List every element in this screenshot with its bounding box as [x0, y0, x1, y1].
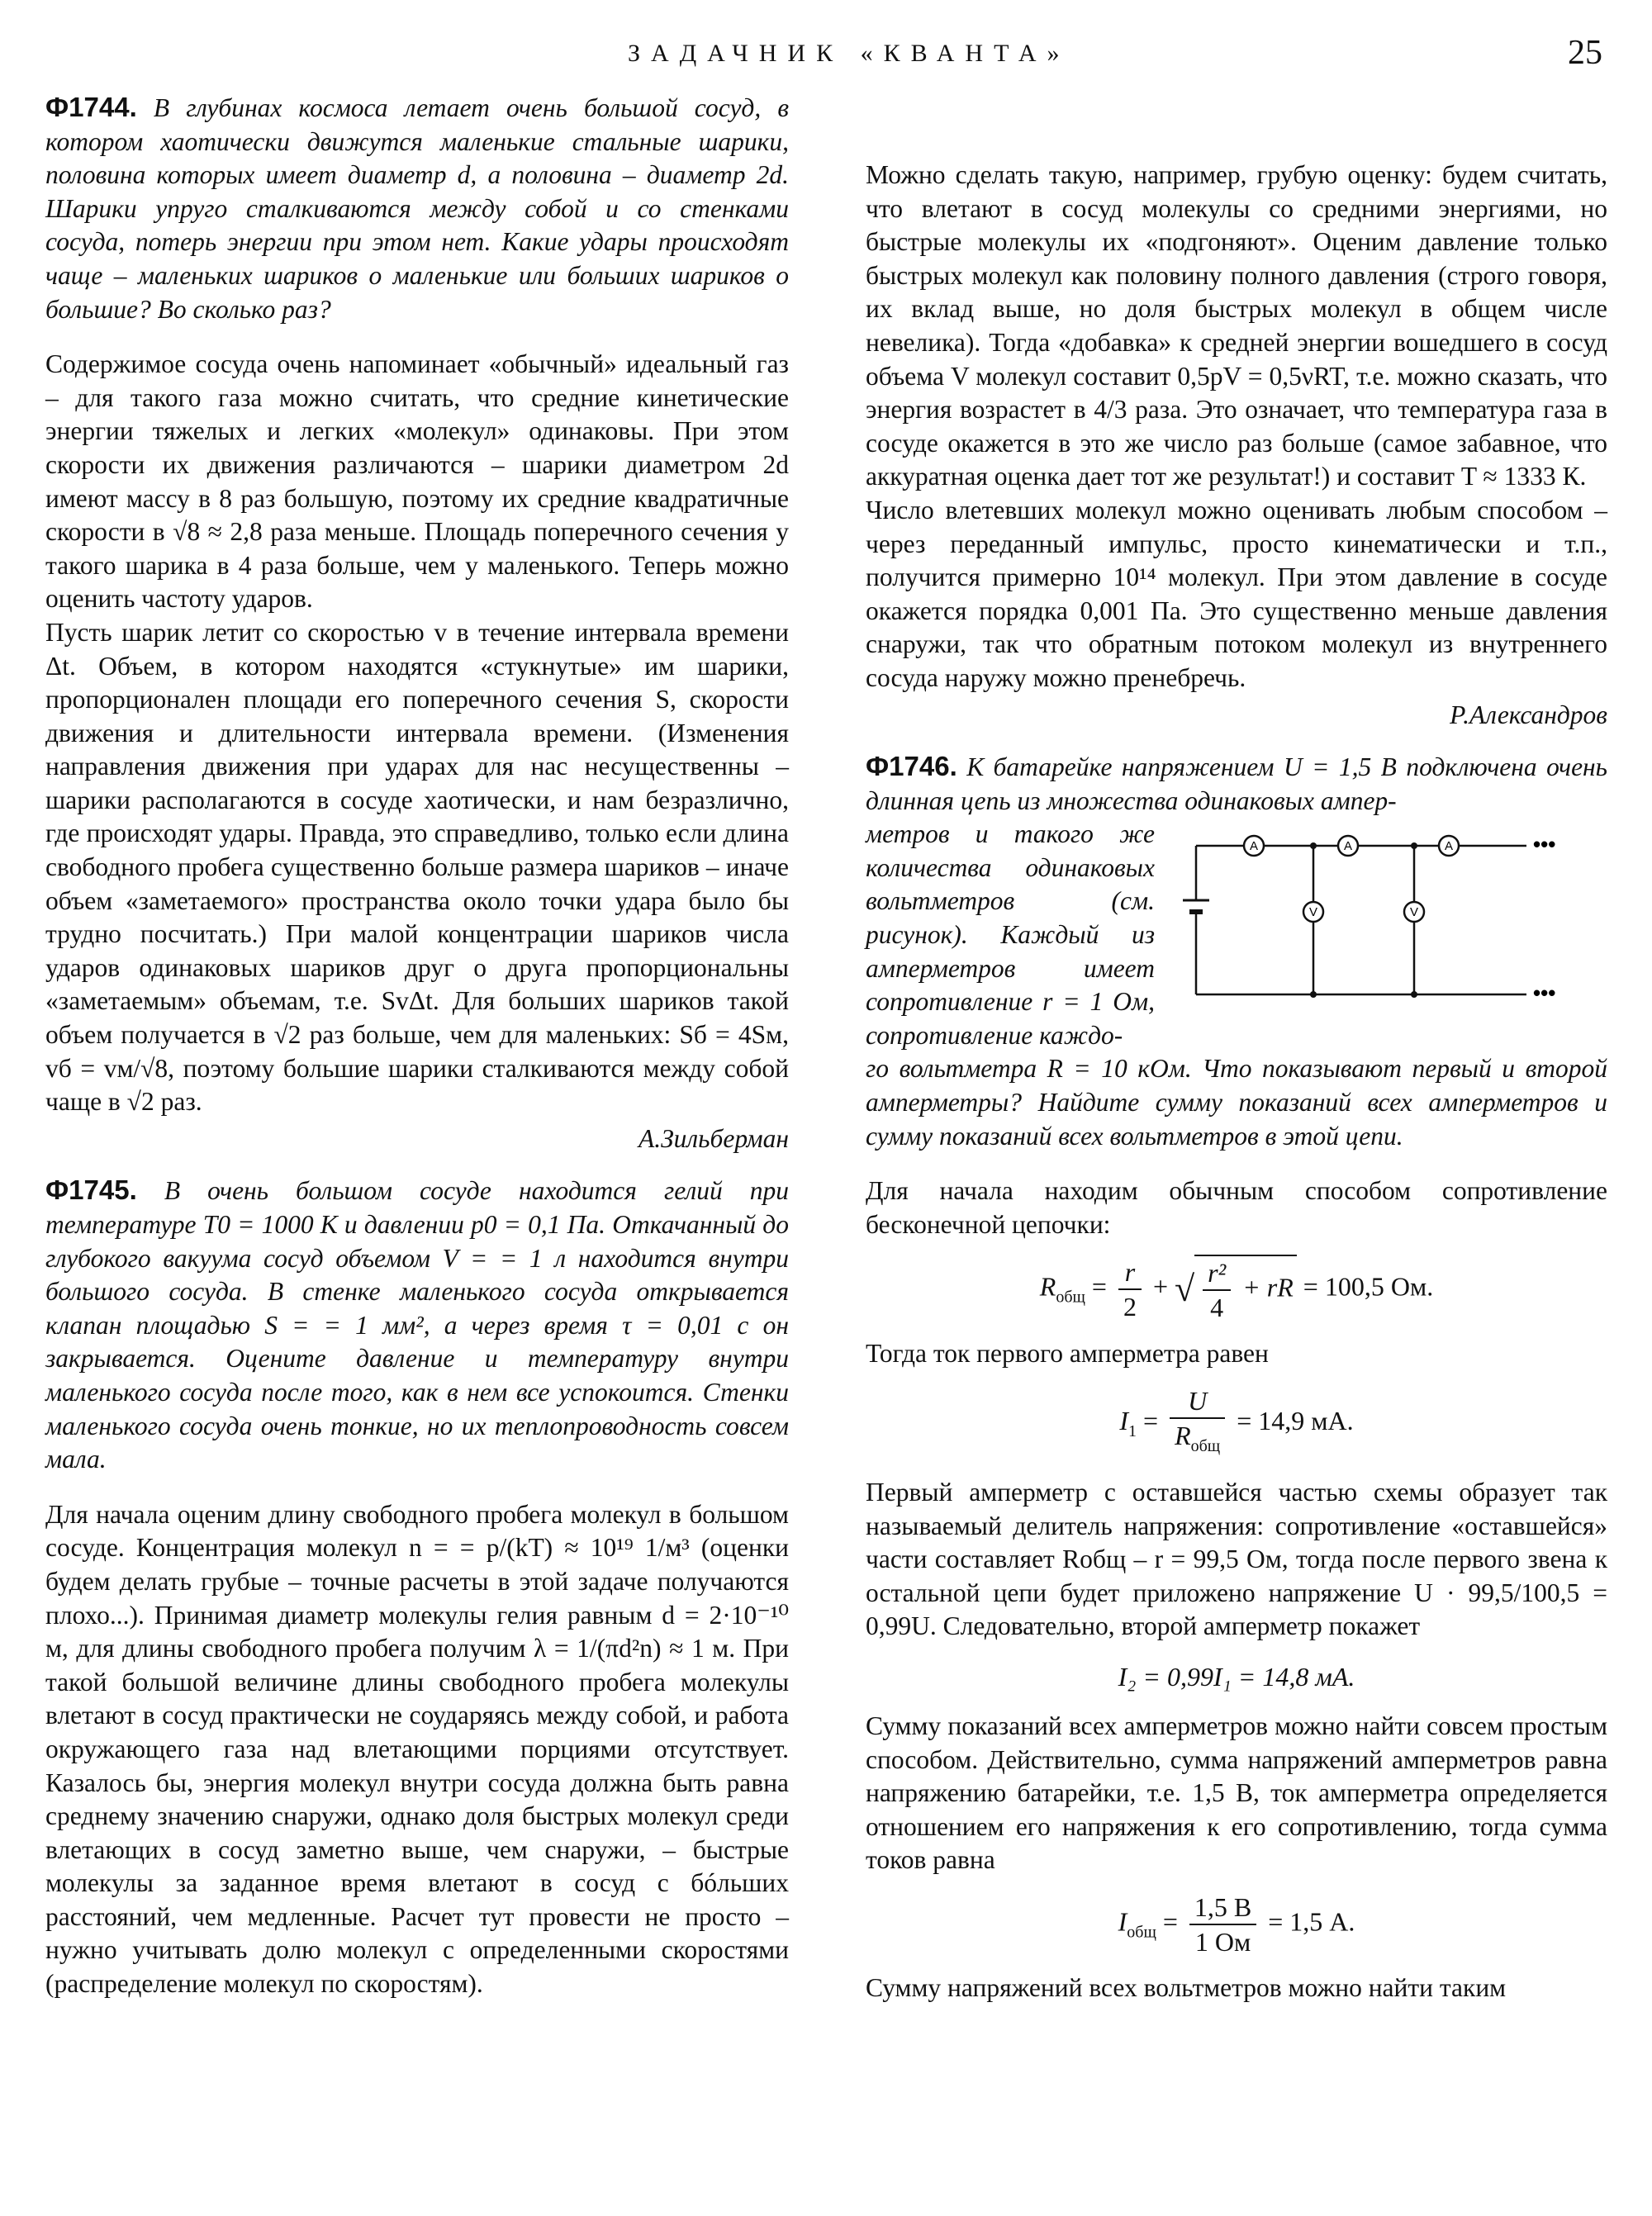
problem-text: К батарейке напряжением U = 1,5 В подключена очень длинная цепь из множества одинаковых ампер- — [866, 752, 1608, 815]
solution-paragraph: Число влетевших молекул можно оценивать любым способом – через переданный импульс, просто кинематически и т.п., получится примерно 10¹⁴ молекул. При этом давление в сосуде окажется порядка 0,001 Па. Это существенно меньше давления снаружи, так что обратным потоком молекул из внутреннего сосуда наружу можно пренебречь. — [866, 495, 1607, 692]
eq-result: = 1,5 А. — [1268, 1906, 1355, 1937]
eq-symbol: R — [1039, 1271, 1056, 1302]
author-signature: А.Зильберман — [638, 1123, 789, 1153]
solution-paragraph: Пусть шарик летит со скоростью v в течение интервала времени Δt. Объем, в котором находятся «стукнутые» им шарики, пропорционален площади его поперечного сечения S, скорости движения и длительности интервала времени. (Изменения направления движения при ударах для нас несущественны – шарики располагаются в сосуде хаотически, и нам безразлично, где происходят удары. Правда, это справедливо, только если длина свободного пробега существенно больше размера шариков – иначе объем «заметаемого» пространства около точки удара было бы трудно посчитать.) При малой концентрации шариков числа ударов одинаковых шариков друг о друга пропорциональны «заметаемым» объемам, т.е. SvΔt. Для больших шариков такой объем получается в √2 раз больше, чем для маленьких: Sб = 4Sм, vб = vм/√8, поэтому большие шарики сталкиваются между собой чаще в √2 раз. — [45, 617, 789, 1117]
page-header — [0, 33, 1652, 83]
fraction-numerator: r² — [1203, 1256, 1231, 1291]
problem-text: В глубинах космоса летает очень большой сосуд, в котором хаотически движутся маленькие стальные шарики, половина которых имеет диаметр d, а половина – диаметр 2d. Шарики упруго сталкиваются между собой и со стенками сосуда, потерь энергии при этом нет. Какие удары происходят чаще – маленьких шариков о маленькие или больших шариков о большие? Во сколько раз? — [45, 93, 789, 324]
eq-symbol: I — [1118, 1906, 1127, 1937]
sqrt-symbol: √ — [1175, 1269, 1195, 1310]
fraction-denominator — [1170, 1419, 1225, 1463]
problem-f1746-statement-top — [866, 750, 1607, 818]
equation-i-total: $I_{общ}$ = $\frac{1,5 В}{1 Ом}$ = 1,5 А. — [1118, 1891, 1355, 1957]
fraction — [1118, 1255, 1142, 1323]
voltmeter-icon: V — [1409, 905, 1419, 920]
circuit-block — [866, 818, 1607, 1052]
solution-paragraph: Для начала находим обычным способом сопротивление бесконечной цепочки: — [866, 1176, 1607, 1239]
solution-paragraph: Можно сделать такую, например, грубую оценку: будем считать, что влетают в сосуд молекулы со средними энергиями, но быстрые молекулы их «подгоняют». Оценим давление только быстрых молекул как половину полного давления (строго говоря, их вклад выше, но доля быстрых молекул в общем числе невелика). Тогда «добавка» к средней энергии вошедшего в сосуд объема V молекул составит 0,5pV = 0,5νRT, т.е. можно сказать, что энергия возрастет в 4/3 раза. Это означает, что температура газа в сосуде окажется в это же число раз больше (самое забавное, что аккуратная оценка дает тот же результат!) и составит T ≈ 1333 К. — [866, 160, 1607, 491]
fraction — [1170, 1384, 1225, 1463]
fraction-numerator: U — [1170, 1384, 1225, 1419]
fraction — [1203, 1256, 1231, 1324]
solution-paragraph: Для начала оценим длину свободного пробега молекул в большом сосуде. Концентрация молекул n = = p/(kT) ≈ 10¹⁹ 1/м³ (оценки будем делать грубые – точные расчеты в этой задаче получаются плохо...). Принимая диаметр молекулы гелия равным d = 2·10⁻¹⁰ м, для длины свободного пробега получим λ = 1/(πd²n) ≈ 1 м. При такой большой величине длины свободного пробега молекулы влетают в сосуд практически не соударяясь между собой, и работа окружающего газа над влетающими порциями отсутствует. Казалось бы, энергия молекул внутри сосуда должна быть равна среднему значению снаружи, однако доля быстрых молекул среди влетающих в сосуд заметно выше, чем снаружи, – быстрые молекулы за заданное время влетают в сосуд с бóльших расстояний, чем медленные. Расчет тут провести не просто – нужно учитывать долю молекул с определенными скоростями (распределение молекул по скоростям). — [45, 1499, 789, 1999]
solution-paragraph: Сумму показаний всех амперметров можно найти совсем простым способом. Действительно, сумма напряжений амперметров равна напряжению батарейки, т.е. 1,5 В, ток амперметра определяется отношением его напряжения к его сопротивлению, тогда сумма токов равна — [866, 1711, 1607, 1875]
eq-symbol: I — [1119, 1405, 1129, 1435]
problem-f1744-statement — [45, 91, 789, 326]
fraction-denominator: 2 — [1123, 1292, 1137, 1322]
problem-number: Ф1745. — [45, 1174, 137, 1206]
solution-paragraph: Содержимое сосуда очень напоминает «обычный» идеальный газ – для такого газа можно считать, что средние кинетические энергии тяжелых и легких «молекул» одинаковы. При этом скорости их движения различаются – шарики диаметром 2d имеют массу в 8 раз большую, поэтому их средние квадратичные скорости в √8 ≈ 2,8 раза меньше. Площадь поперечного сечения у такого шарика в 4 раза больше, чем у маленького. Теперь можно оценить частоту ударов. — [45, 349, 789, 614]
problem-number: Ф1744. — [45, 92, 137, 122]
voltmeter-icon: V — [1308, 905, 1318, 920]
solution-paragraph: Тогда ток первого амперметра равен — [866, 1339, 1269, 1369]
fraction-numerator: 1,5 В — [1189, 1891, 1256, 1925]
problem-text: метров и такого же количества одинаковых вольтметров (см. рисунок). Каждый из амперметров имеет сопротивление r = 1 Ом, сопротивление каждо- — [866, 819, 1155, 1050]
left-column — [45, 91, 789, 2001]
eq-subscript: общ — [1127, 1923, 1156, 1942]
problem-text: го вольтметра R = 10 кОм. Что показывают первый и второй амперметры? Найдите сумму показаний всех амперметров и сумму показаний всех вольтметров в этой цепи. — [866, 1054, 1607, 1151]
eq-subscript: 1 — [1128, 1421, 1137, 1440]
solution-paragraph: Сумму напряжений всех вольтметров можно найти таким — [866, 1972, 1507, 2002]
page-number: 25 — [1568, 34, 1602, 72]
solution-paragraph: Первый амперметр с оставшейся частью схемы образует так называемый делитель напряжения: сопротивление «оставшейся» части составляет Rобщ – r = 99,5 Ом, тогда после первого звена к остальной цепи будет приложено напряжение U · 99,5/100,5 = 0,99U. Следовательно, второй амперметр покажет — [866, 1478, 1607, 1641]
eq-symbol: R — [1175, 1421, 1191, 1450]
circuit-diagram — [1180, 829, 1601, 1019]
eq-result: = 14,9 мА. — [1237, 1405, 1354, 1435]
equation-r-total: $R_{общ}$ = $\frac{r}{2}$ + √ $\frac{\text{r²}}{4}$ + rR = 100,5 Ом. — [866, 1255, 1607, 1324]
right-column-flow — [866, 91, 1607, 2005]
radicand — [1194, 1255, 1297, 1324]
fraction — [1189, 1891, 1256, 1958]
continuation-dots: ••• — [1533, 980, 1556, 1006]
author-signature: Р.Александров — [1450, 700, 1607, 729]
ammeter-icon: A — [1249, 839, 1259, 854]
ammeter-icon: A — [1444, 839, 1454, 854]
problem-number: Ф1746. — [866, 751, 957, 782]
running-head: ЗАДАЧНИК «КВАНТА» — [628, 40, 1070, 67]
fraction-denominator: 1 Ом — [1194, 1926, 1251, 1957]
eq-term: + rR — [1242, 1272, 1294, 1303]
fraction-denominator: 4 — [1210, 1293, 1224, 1323]
eq-subscript: общ — [1056, 1288, 1085, 1307]
ammeter-icon: A — [1343, 839, 1353, 854]
problem-text: В очень большом сосуде находится гелий при температуре T0 = 1000 К и давлении p0 = 0,1 Па. Откачанный до глубокого вакуума сосуд объемом V = = 1 л находится внутри большого сосуда. В стенке маленького сосуда открывается клапан площадью S = = 1 мм², а через время τ = 0,01 с он закрывается. Оцените давление и температуру внутри маленького сосуда после того, как в нем все успокоится. Стенки маленького сосуда очень тонкие, но их теплопроводность совсем мала. — [45, 1176, 789, 1474]
problem-f1745-statement — [45, 1174, 789, 1476]
equation-i2: I₂ = 0,99I₁ = 14,8 мА. — [1118, 1661, 1355, 1692]
continuation-dots: ••• — [1533, 832, 1556, 857]
equation-i1: $I_1$ = $\frac{U}{R_{общ}}$ = 14,9 мА. — [866, 1384, 1607, 1463]
eq-result: = 100,5 Ом. — [1303, 1271, 1434, 1302]
fraction-numerator: r — [1118, 1255, 1142, 1290]
eq-subscript: общ — [1190, 1437, 1221, 1455]
